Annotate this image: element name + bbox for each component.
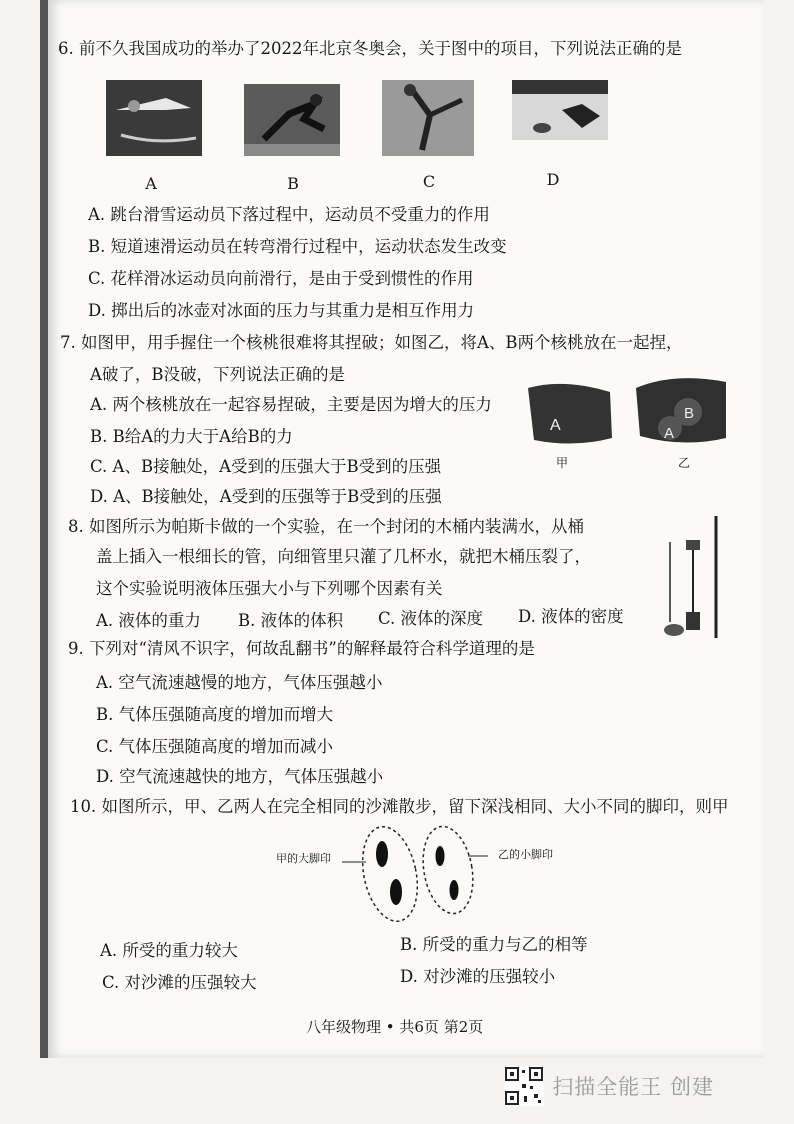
q8-option-b: B. 液体的体积 [238,611,344,630]
q6-option-c: C. 花样滑冰运动员向前滑行，是由于受到惯性的作用 [88,269,474,288]
q7-stem-line2: A破了，B没破，下列说法正确的是 [90,365,346,384]
q9-option-a: A. 空气流速越慢的地方，气体压强越小 [96,673,383,692]
q6-image-label-c: C [422,172,436,191]
walnut-letter-a: A [550,417,561,434]
q8-stem-line1: 8. 如图所示为帕斯卡做的一个实验，在一个封闭的木桶内装满水，从桶 [68,517,584,536]
q6-stem: 6. 前不久我国成功的举办了2022年北京冬奥会，关于图中的项目，下列说法正确的是 [58,39,682,58]
q10-option-d: D. 对沙滩的压强较小 [400,967,556,986]
walnut-hand-figure-yi [634,372,728,448]
q7-option-a: A. 两个核桃放在一起容易捏破，主要是因为增大的压力 [90,395,492,414]
q7-option-b: B. B给A的力大于A给B的力 [90,427,293,446]
q9-stem: 9. 下列对“清风不识字，何故乱翻书”的解释最符合科学道理的是 [68,639,535,658]
q10-label-yi: 乙的小脚印 [498,848,553,861]
q8-stem-line2: 盖上插入一根细长的管，向细管里只灌了几杯水，就把木桶压裂了， [96,547,591,566]
scanner-credit: 扫描全能王 创建 [552,1075,714,1099]
walnut-hand-figure-jia [524,378,614,448]
q9-option-b: B. 气体压强随高度的增加而增大 [96,705,334,724]
curling-photo [512,80,608,140]
qr-code-icon [504,1066,544,1106]
walnut-letter-a2: A [664,425,675,442]
q7-figure-label-jia: 甲 [556,456,569,470]
page-footer: 八年级物理 • 共6页 第2页 [306,1018,484,1036]
q7-option-c: C. A、B接触处，A受到的压强大于B受到的压强 [90,457,442,476]
q6-option-a: A. 跳台滑雪运动员下落过程中，运动员不受重力的作用 [88,205,490,224]
q6-option-b: B. 短道速滑运动员在转弯滑行过程中，运动状态发生改变 [88,237,507,256]
q8-option-d: D. 液体的密度 [518,607,624,626]
q7-stem-line1: 7. 如图甲，用手握住一个核桃很难将其捏破；如图乙，将A、B两个核桃放在一起捏， [60,333,683,352]
pascal-barrel-figure [660,512,722,642]
q8-option-a: A. 液体的重力 [96,611,201,630]
figure-skating-photo [382,80,474,156]
q10-option-c: C. 对沙滩的压强较大 [102,973,257,992]
q10-stem: 10. 如图所示，甲、乙两人在完全相同的沙滩散步，留下深浅相同、大小不同的脚印，则甲 [70,797,729,816]
q7-figure-label-yi: 乙 [678,456,691,470]
q6-image-label-b: B [287,174,299,193]
q8-stem-line3: 这个实验说明液体压强大小与下列哪个因素有关 [96,579,443,598]
q7-option-d: D. A、B接触处，A受到的压强等于B受到的压强 [90,487,442,506]
walnut-letter-b: B [684,405,695,422]
scanner-watermark [504,1066,714,1106]
exam-page [40,0,764,1058]
q6-option-d: D. 掷出后的冰壶对冰面的压力与其重力是相互作用力 [88,301,475,320]
q6-image-label-d: D [546,170,560,189]
q6-image-label-a: A [145,174,157,193]
q10-label-jia: 甲的大脚印 [276,852,331,865]
footprints-figure [338,824,498,924]
q9-option-c: C. 气体压强随高度的增加而减小 [96,737,334,756]
q10-option-a: A. 所受的重力较大 [100,941,238,960]
q9-option-d: D. 空气流速越快的地方，气体压强越小 [96,767,384,786]
speed-skating-photo [244,84,340,156]
ski-jump-photo [106,80,202,156]
q10-option-b: B. 所受的重力与乙的相等 [400,935,588,954]
q8-option-c: C. 液体的深度 [378,609,484,628]
